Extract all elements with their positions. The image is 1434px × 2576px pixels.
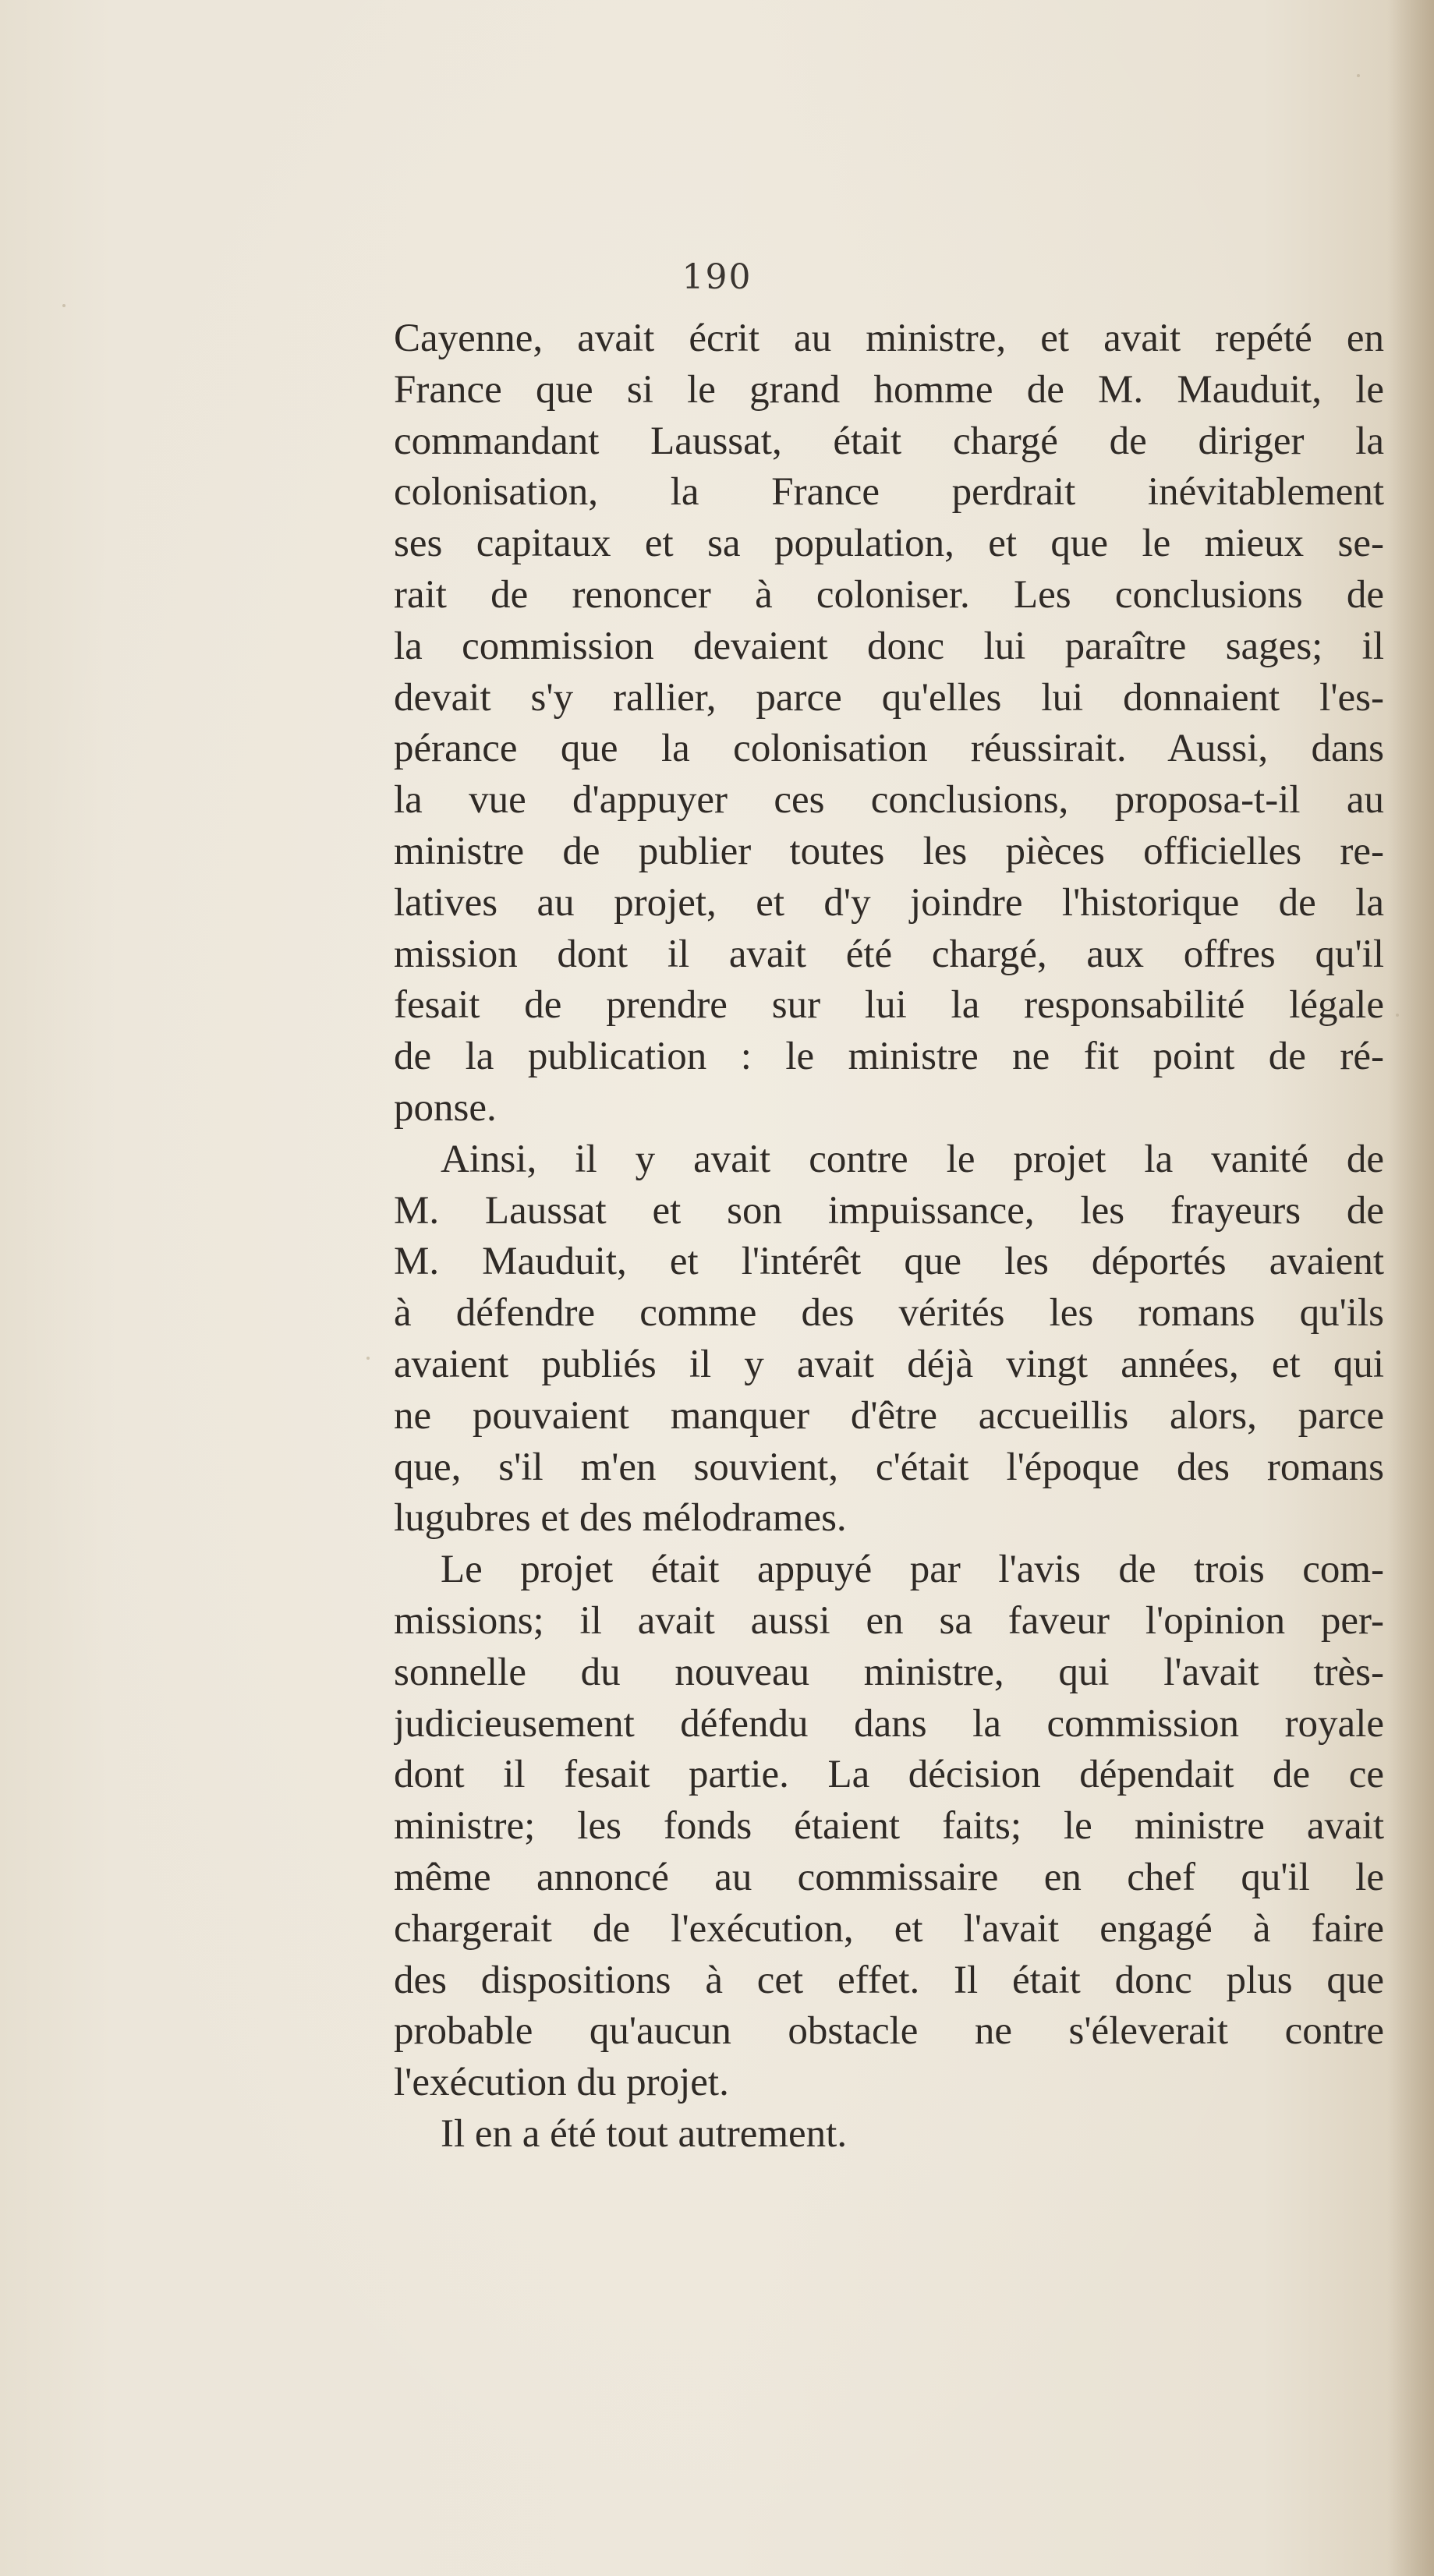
text-line: colonisation, la France perdrait inévitablement <box>394 470 1384 515</box>
text-line: missions; il avait aussi en sa faveur l'opinion per- <box>394 1598 1384 1643</box>
paper-speck <box>62 304 66 307</box>
text-line: pérance que la colonisation réussirait. Aussi, dans <box>394 727 1384 771</box>
text-line: dont il fesait partie. La décision dépendait de ce <box>394 1753 1384 1797</box>
text-line: que, s'il m'en souvient, c'était l'époque des romans <box>394 1445 1384 1489</box>
text-line: Cayenne, avait écrit au ministre, et avait repété en <box>394 317 1384 360</box>
text-line: M. Mauduit, et l'intérêt que les déportés avaient <box>394 1240 1384 1284</box>
text-line: des dispositions à cet effet. Il était donc plus que <box>394 1958 1384 2002</box>
paper-speck <box>366 1357 370 1360</box>
text-line: Il en a été tout autrement. <box>441 2111 848 2156</box>
text-line: fesait de prendre sur lui la responsabilité légale <box>394 983 1384 1028</box>
text-line: ministre de publier toutes les pièces officielles re- <box>394 829 1384 873</box>
text-line: ne pouvaient manquer d'être accueillis alors, parce <box>394 1393 1384 1438</box>
text-line: latives au projet, et d'y joindre l'historique de la <box>394 880 1384 925</box>
text-line: sonnelle du nouveau ministre, qui l'avait très- <box>394 1650 1384 1694</box>
text-line: Ainsi, il y avait contre le projet la vanité de <box>441 1137 1384 1181</box>
text-line: chargerait de l'exécution, et l'avait engagé à faire <box>394 1906 1384 1951</box>
text-line: de la publication : le ministre ne fit point de ré- <box>394 1035 1384 1079</box>
text-line: avaient publiés il y avait déjà vingt années, et qui <box>394 1342 1384 1386</box>
text-line: ponse. <box>394 1085 497 1130</box>
text-line: commandant Laussat, était chargé de diriger la <box>394 419 1384 463</box>
page-edge-shadow <box>1387 0 1434 2576</box>
text-line: rait de renoncer à coloniser. Les conclusions de <box>394 572 1384 617</box>
text-line: lugubres et des mélodrames. <box>394 1496 847 1541</box>
body-text <box>394 313 1384 2160</box>
text-line: mission dont il avait été chargé, aux offres qu'il <box>394 932 1384 976</box>
text-line: la commission devaient donc lui paraître sages; il <box>394 624 1384 668</box>
text-line: M. Laussat et son impuissance, les frayeurs de <box>394 1188 1384 1233</box>
text-line: France que si le grand homme de M. Mauduit, le <box>394 367 1384 412</box>
text-line: judicieusement défendu dans la commission royale <box>394 1701 1384 1746</box>
page-number: 190 <box>682 257 752 297</box>
text-line: probable qu'aucun obstacle ne s'éleverait contre <box>394 2009 1384 2054</box>
text-line: Le projet était appuyé par l'avis de trois com- <box>441 1548 1384 1592</box>
text-line: devait s'y rallier, parce qu'elles lui donnaient l'es- <box>394 675 1384 720</box>
text-line: la vue d'appuyer ces conclusions, proposa-t-il au <box>394 778 1384 823</box>
text-line: ses capitaux et sa population, et que le mieux se- <box>394 522 1384 566</box>
text-line: ministre; les fonds étaient faits; le ministre avait <box>394 1804 1384 1849</box>
text-line: à défendre comme des vérités les romans qu'ils <box>394 1291 1384 1336</box>
paper-speck <box>1396 1014 1399 1017</box>
text-line: même annoncé au commissaire en chef qu'il le <box>394 1855 1384 1899</box>
text-line: l'exécution du projet. <box>394 2061 729 2105</box>
paper-speck <box>1357 74 1360 77</box>
